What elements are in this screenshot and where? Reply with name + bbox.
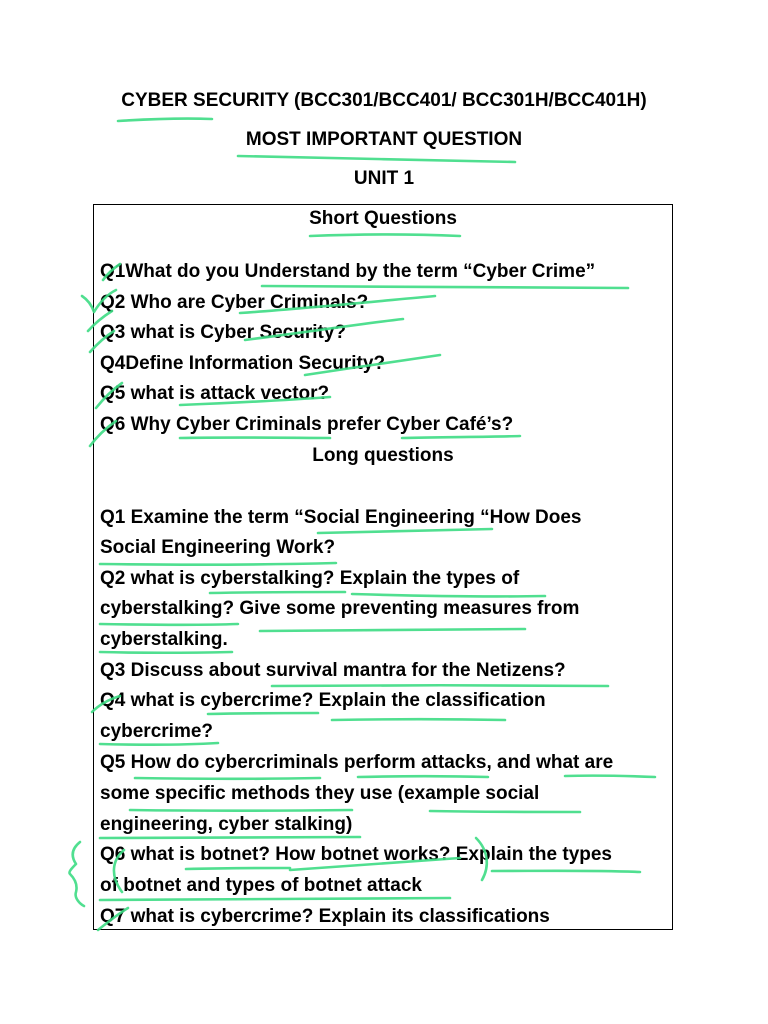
long-question-line: Q5 How do cybercriminals perform attacks, and what are [100, 752, 614, 773]
short-question-6: Q6 Why Cyber Criminals prefer Cyber Café’s? [100, 414, 514, 435]
long-question-line: Q4 what is cybercrime? Explain the classification [100, 690, 546, 711]
short-question-3: Q3 what is Cyber Security? [100, 322, 347, 343]
long-question-line: cyberstalking. [100, 629, 228, 650]
long-question-line: Q2 what is cyberstalking? Explain the types of [100, 568, 520, 589]
long-question-line: some specific methods they use (example social [100, 783, 540, 804]
short-question-2: Q2 Who are Cyber Criminals? [100, 292, 369, 313]
questions-box [93, 204, 673, 930]
long-question-line: Q6 what is botnet? How botnet works? Explain the types [100, 844, 612, 865]
document-title: CYBER SECURITY (BCC301/BCC401/ BCC301H/BCC401H) [121, 90, 647, 111]
short-question-5: Q5 what is attack vector? [100, 383, 330, 404]
underline-mark [118, 119, 212, 121]
long-question-line: cybercrime? [100, 721, 214, 742]
long-question-line: of botnet and types of botnet attack [100, 875, 422, 896]
short-question-1: Q1What do you Understand by the term “Cyber Crime” [100, 261, 596, 282]
brace-mark [69, 842, 84, 906]
long-question-line: cyberstalking? Give some preventing measures from [100, 598, 580, 619]
long-question-line: Social Engineering Work? [100, 537, 336, 558]
long-questions-heading: Long questions [312, 445, 454, 466]
long-question-line: Q7 what is cybercrime? Explain its classifications [100, 906, 550, 927]
unit-heading: UNIT 1 [353, 168, 415, 189]
long-question-line: Q1 Examine the term “Social Engineering “How Does [100, 507, 582, 528]
short-question-4: Q4Define Information Security? [100, 353, 386, 374]
short-questions-heading: Short Questions [309, 208, 457, 229]
underline-mark [238, 156, 515, 162]
document-subtitle: MOST IMPORTANT QUESTION [245, 129, 523, 150]
long-question-line: engineering, cyber stalking) [100, 814, 353, 835]
long-question-line: Q3 Discuss about survival mantra for the Netizens? [100, 660, 566, 681]
